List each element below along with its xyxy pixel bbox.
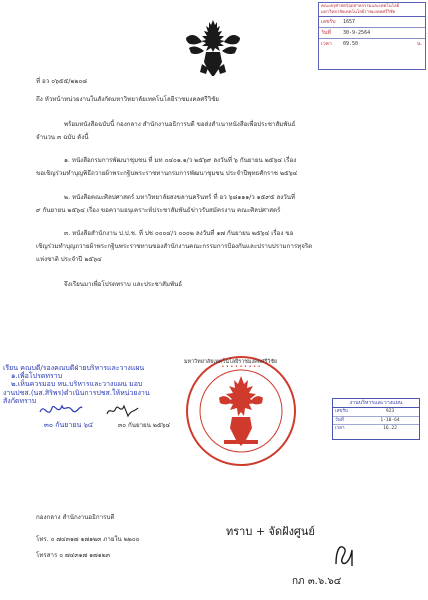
planning-stamp-value: 16.22 [383,426,397,431]
handwritten-initial-icon [330,540,358,570]
planning-stamp-value: 1-10-64 [380,417,400,423]
item-2-line-1: ๒. หนังสือคณะศิลปศาสตร์ มหาวิทยาลัยสงขลานครินทร์ ที่ อว ๖๘๑๑๑/ว ๑๕๙๕ ลงวันที่ [64,194,296,201]
receive-stamp-value: 09.50 [343,41,359,47]
note-line: ๑.เพื่อโปรดทราบ [11,372,63,381]
planning-stamp-row [333,408,419,417]
receive-stamp-label: เลขรับ [321,19,336,25]
planning-stamp-row [333,417,419,426]
item-2-line-2: ๙ กันยายน ๒๕๖๔ เรื่อง ขอความอนุเคราะห์ประชาสัมพันธ์ข่าวรับสมัครงาน คณะศิลปศาสตร์ [36,207,281,214]
receive-stamp-value: 1657 [343,19,356,25]
planning-stamp-label: เวลา [335,426,345,431]
receive-stamp-row [319,39,425,49]
director-signature-icon [104,400,144,420]
intro-line-1: พร้อมหนังสือฉบับนี้ กองกลาง สำนักงานอธิการบดี ขอส่งสำเนาหนังสือเพื่อประชาสัมพันธ์ [64,121,296,128]
reference-number: ที่ อว ๐๖๕๕/๒๒๐๘ [36,78,88,85]
planning-stamp-label: เลขรับ [335,409,348,414]
planning-stamp-value: 923 [385,409,395,414]
planning-stamp-label: วันที่ [335,417,344,423]
item-3-line-2: เชิญร่วมทำบุญถวายผ้าพระกฐินพระราชทานของสำนักงานคณะกรรมการป้องกันและปราบปรามการทุจริต [36,243,313,250]
planning-stamp-title: งานบริหารและวางแผน [333,399,419,408]
handwritten-initial-date: กภ ๓.๖.๖๔ [292,576,342,587]
seal-caption: มหาวิทยาลัยเทคโนโลยีราชมงคลศรีวิชัย [184,359,278,365]
receive-stamp-label: วันที่ [321,30,331,36]
note-date: ๓๐ กันยายน ๖๔ [44,421,94,429]
receive-stamp-time-suffix: น. [416,41,422,47]
receive-stamp [318,2,426,70]
item-1-line-1: ๑. หนังสือกรมการพัฒนาชุมชน ที่ มท ๐๔๐๑.๑/ว ๒๕๖๙ ลงวันที่ ๖ กันยายน ๒๕๖๔ เรื่อง [64,157,297,164]
seal-top-text: • • • • • • • • • [221,364,261,370]
planning-office-stamp [332,398,420,440]
item-3-line-3: แห่งชาติ ประจำปี ๒๕๖๔ [36,256,102,263]
receive-stamp-row [319,28,425,39]
note-line: งานปชส.(นส.สิริพร)ดำเนินการปชส.ให้หน่วยงาน [3,388,150,397]
note-line: สังกัดทราบ [3,396,37,405]
recipient-line: ถึง หัวหน้าหน่วยงานในสังกัดมหาวิทยาลัยเทคโนโลยีราชมงคลศรีวิชัย [36,96,219,103]
handwritten-ack: ทราบ + จัดฝ้งศูนย์ [226,525,315,538]
footer-phone: โทร. ๐ ๗๔๓๑๗ ๑๗๑๒๓ ภายใน ๒๒๐๐ [36,536,140,543]
note-line: เรียน คณบดี/รองคณบดีฝ่ายบริหารและวางแผน [3,364,145,372]
receive-stamp-label: เวลา [321,41,332,47]
footer-fax: โทรสาร ๐ ๗๔๓๑๗ ๑๗๑๒๓ [36,552,110,559]
item-1-line-2: ขอเชิญร่วมทำบุญพิธีถวายผ้าพระกฐินพระราชทานกรมการพัฒนาชุมชน ประจำปีพุทธศักราช ๒๕๖๔ [36,170,298,177]
item-3-line-1: ๓. หนังสือสำนักงาน ป.ป.ช. ที่ ปช ๐๐๐๔/ว ๐๐๐๒ ลงวันที่ ๑๗ กันยายน ๒๕๖๔ เรื่อง ขอ [64,230,294,237]
closing-line: จึงเรียนมาเพื่อโปรดทราบ และประชาสัมพันธ์ [64,281,183,288]
document-date: ๓๐ กันยายน ๒๕๖๔ [118,422,171,429]
receive-stamp-row [319,17,425,28]
footer-office: กองกลาง สำนักงานอธิการบดี [36,514,115,521]
university-seal-icon [182,352,300,470]
signature-scribble-icon [36,398,86,422]
planning-stamp-row [333,425,419,433]
intro-line-2: จำนวน ๓ ฉบับ ดังนี้ [36,134,89,141]
note-line: ๒.เห็นควรมอบ หน.บริหารและวางแผน มอบ [11,380,143,389]
receive-stamp-value: 30-9-2564 [343,30,371,36]
garuda-emblem-icon [184,18,242,78]
receive-stamp-header: คณะครุศาสตร์อุตสาหกรรมและเทคโนโลยี มหาวิทยาลัยเทคโนโลยีราชมงคลศรีวิชัย [319,3,425,17]
